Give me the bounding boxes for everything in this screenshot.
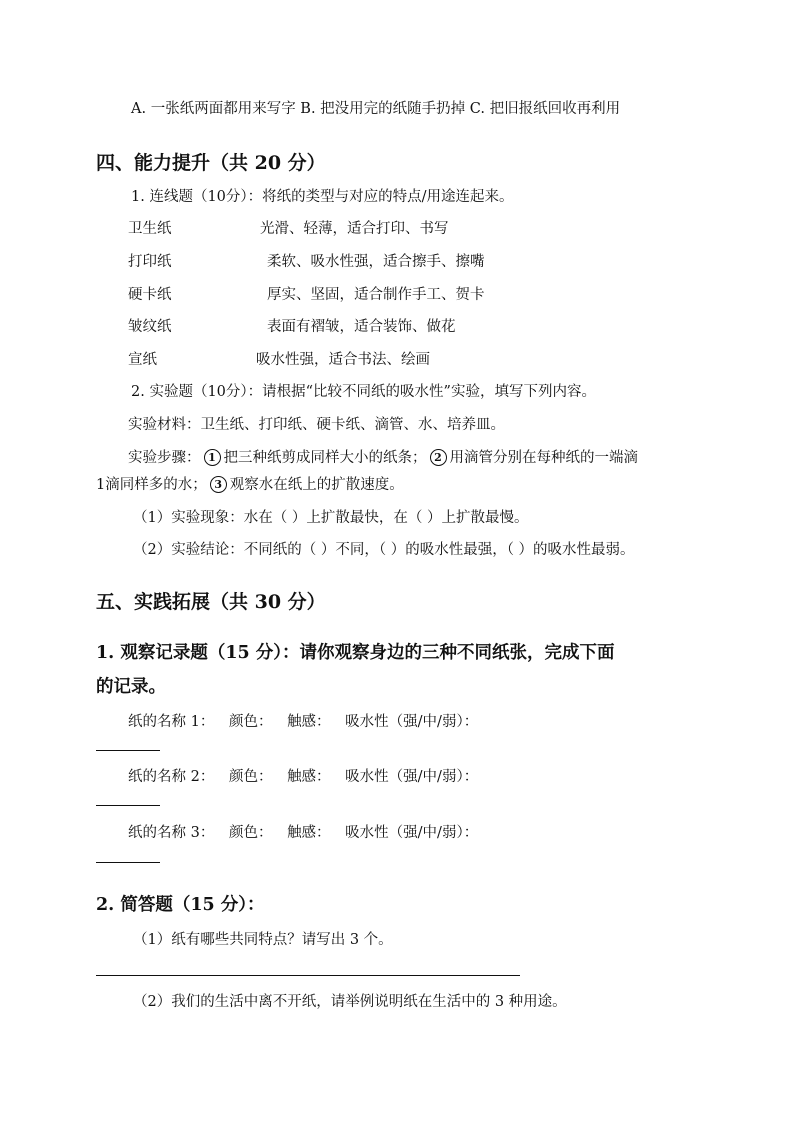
pair-right-3: 厚实、坚固，适合制作手工、贺卡 [267, 287, 485, 303]
question-options: A. 一张纸两面都用来写字 B. 把没用完的纸随手扔掉 C. 把旧报纸回收再利用 [131, 101, 621, 117]
q-observe-title-line1: 1. 观察记录题（15 分）：请你观察身边的三种不同纸张，完成下面 [96, 643, 615, 663]
pair-left-4: 皱纹纸 [128, 319, 172, 335]
record-color-label: 颜色： [228, 825, 273, 841]
experiment-steps-line2 [96, 473, 404, 494]
record-absorb-blank-1[interactable] [96, 750, 160, 751]
record-row-3 [128, 821, 478, 842]
pair-right-4: 表面有褶皱，适合装饰、做花 [267, 319, 456, 335]
record-color-label: 颜色： [228, 714, 273, 730]
record-row-2 [128, 765, 478, 786]
q-experiment-title: 2. 实验题（10分）：请根据“比较不同纸的吸水性”实验，填写下列内容。 [131, 384, 596, 400]
experiment-steps-line1 [128, 446, 638, 467]
pair-left-2: 打印纸 [128, 254, 172, 270]
step-3-marker: 3 [210, 476, 227, 493]
record-absorb-blank-2[interactable] [96, 805, 160, 806]
step-1-text: 把三种纸剪成同样大小的纸条； [223, 450, 427, 466]
experiment-phenomenon: （1）实验现象：水在（ ）上扩散最快，在（ ）上扩散最慢。 [133, 510, 529, 526]
record-absorb-label: 吸水性（强/中/弱）： [345, 714, 479, 730]
q-short-answer-title: 2. 简答题（15 分）： [96, 895, 265, 915]
short-answer-sub1: （1）纸有哪些共同特点？请写出 3 个。 [133, 932, 393, 948]
pair-left-1: 卫生纸 [128, 221, 172, 237]
record-touch-label: 触感： [287, 769, 331, 785]
short-answer-sub2: （2）我们的生活中离不开纸，请举例说明纸在生活中的 3 种用途。 [133, 994, 567, 1010]
pair-left-5: 宣纸 [128, 352, 157, 368]
experiment-conclusion: （2）实验结论：不同纸的（ ）不同，（ ）的吸水性最强，（ ）的吸水性最弱。 [133, 542, 635, 558]
step-3-text: 观察水在纸上的扩散速度。 [229, 477, 404, 493]
section-5-title: 五、实践拓展（共 30 分） [96, 591, 326, 613]
step-2-marker: 2 [430, 449, 447, 466]
record-absorb-blank-3[interactable] [96, 862, 160, 863]
record-name-label: 纸的名称 2： [128, 769, 215, 785]
steps-prefix: 实验步骤： [128, 450, 201, 466]
experiment-materials: 实验材料：卫生纸、打印纸、硬卡纸、滴管、水、培养皿。 [128, 417, 505, 433]
record-row-1 [128, 710, 478, 731]
record-touch-label: 触感： [287, 825, 331, 841]
answer-line[interactable] [96, 975, 520, 976]
record-absorb-label: 吸水性（强/中/弱）： [345, 825, 479, 841]
record-absorb-label: 吸水性（强/中/弱）： [345, 769, 479, 785]
record-touch-label: 触感： [287, 714, 331, 730]
record-color-label: 颜色： [228, 769, 273, 785]
pair-right-5: 吸水性强，适合书法、绘画 [256, 352, 430, 368]
step-2-text: 用滴管分别在每种纸的一端滴 [449, 450, 638, 466]
record-name-label: 纸的名称 1： [128, 714, 215, 730]
pair-right-1: 光滑、轻薄，适合打印、书写 [260, 221, 449, 237]
step-1-marker: 1 [204, 449, 221, 466]
step-2-cont: 1滴同样多的水； [96, 477, 207, 493]
q-matching-title: 1. 连线题（10分）：将纸的类型与对应的特点/用途连起来。 [131, 189, 514, 205]
pair-left-3: 硬卡纸 [128, 287, 172, 303]
section-4-title: 四、能力提升（共 20 分） [96, 152, 326, 174]
q-observe-title-line2: 的记录。 [96, 677, 166, 697]
record-name-label: 纸的名称 3： [128, 825, 215, 841]
pair-right-2: 柔软、吸水性强，适合擦手、擦嘴 [267, 254, 485, 270]
